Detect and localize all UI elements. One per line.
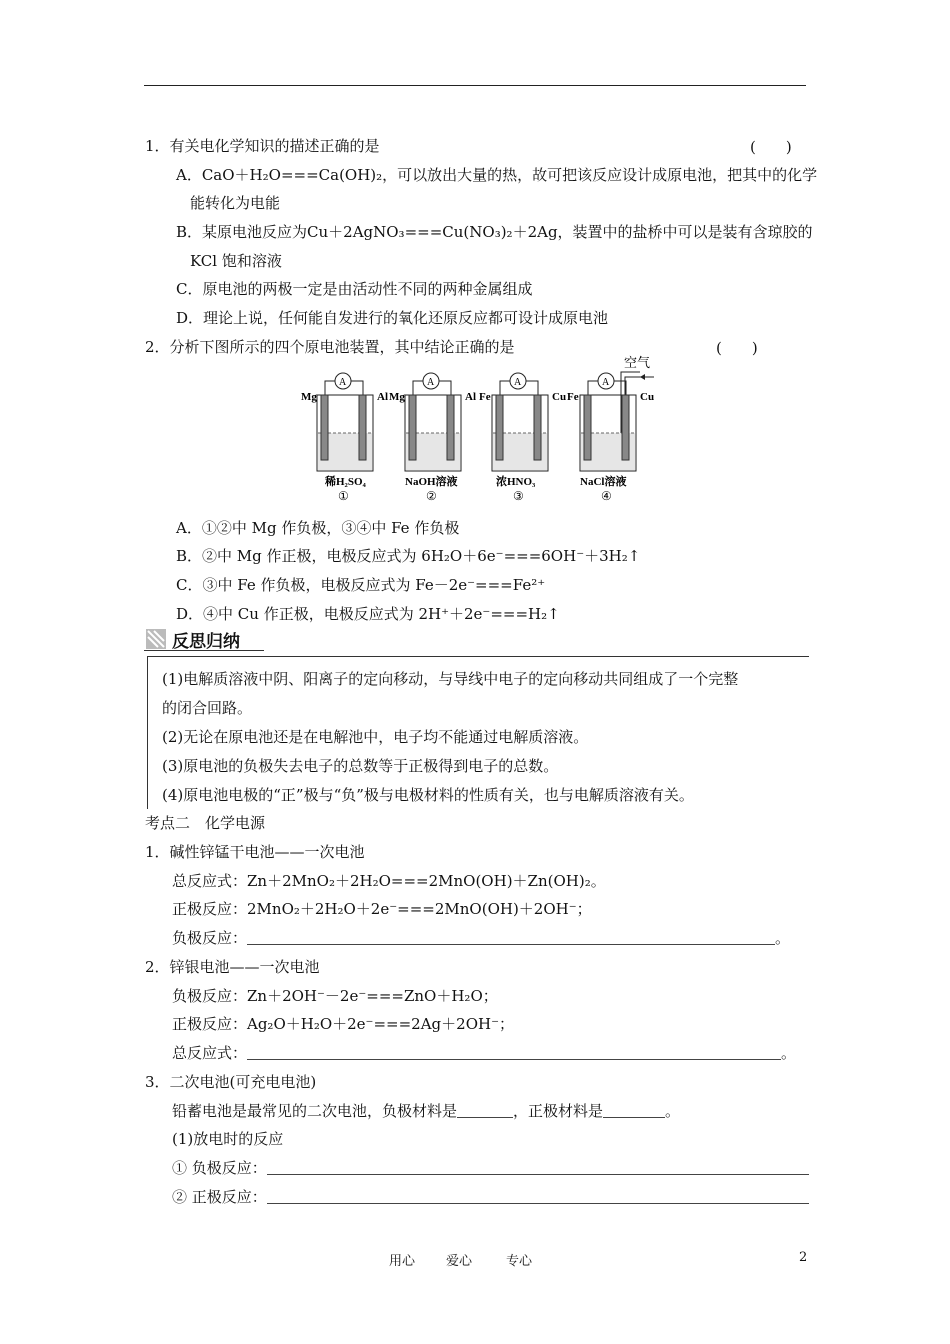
svg-text:A: A: [339, 377, 347, 388]
item-1-title: 1．碱性锌锰干电池——一次电池: [145, 843, 365, 861]
svg-text:①: ①: [338, 489, 349, 503]
reflect-point-1: (1)电解质溶液中阴、阳离子的定向移动，与导线中电子的定向移动共同组成了一个完整: [162, 670, 739, 688]
item-3-positive-label: ② 正极反应：: [172, 1188, 267, 1206]
cell-1: [301, 373, 388, 503]
q2-option-b: B．②中 Mg 作正极，电极反应式为 6H₂O＋6e⁻===6OH⁻＋3H₂↑: [176, 547, 641, 565]
svg-text:Al: Al: [465, 391, 476, 403]
svg-text:Fe: Fe: [567, 391, 579, 403]
svg-text:NaCl溶液: NaCl溶液: [580, 476, 627, 488]
footer-text-3: 专心: [506, 1254, 533, 1269]
svg-text:④: ④: [601, 489, 612, 503]
galvanic-cells-figure: [290, 350, 660, 510]
page-number: 2: [799, 1250, 808, 1265]
item-2-title: 2．锌银电池——一次电池: [145, 958, 320, 976]
item-3-title: 3．二次电池(可充电电池): [145, 1073, 317, 1091]
q1-option-a: A．CaO＋H₂O===Ca(OH)₂，可以放出大量的热，故可把该反应设计成原电池，把其中的化学: [176, 166, 818, 184]
positive-material-blank[interactable]: [603, 1103, 665, 1118]
item-1-period: 。: [775, 929, 791, 947]
item-1-total: 总反应式：Zn＋2MnO₂＋2H₂O===2MnO(OH)＋Zn(OH)₂。: [172, 872, 606, 890]
item-3-discharge: (1)放电时的反应: [172, 1130, 284, 1148]
svg-text:Mg: Mg: [389, 391, 405, 403]
reflect-point-4: (4)原电池电极的“正”极与“负”极与电极材料的性质有关，也与电解质溶液有关。: [162, 786, 694, 804]
item-2-total: [172, 1043, 796, 1063]
item-3-negative-label: ① 负极反应：: [172, 1159, 267, 1177]
svg-text:NaOH溶液: NaOH溶液: [405, 476, 458, 488]
header-rule: [144, 85, 806, 86]
svg-text:A: A: [602, 377, 610, 388]
q2-stem: 2．分析下图所示的四个原电池装置，其中结论正确的是: [145, 338, 515, 356]
air-label: 空气: [624, 355, 651, 370]
item-1-negative: [172, 928, 790, 948]
item-1-negative-label: 负极反应：: [172, 929, 248, 947]
reflect-point-3: (3)原电池的负极失去电子的总数等于正极得到电子的总数。: [162, 757, 559, 775]
svg-text:②: ②: [426, 489, 437, 503]
svg-text:Cu: Cu: [552, 391, 567, 403]
footer-text-2: 爱心: [446, 1254, 473, 1269]
q2-option-a: A．①②中 Mg 作负极，③④中 Fe 作负极: [176, 519, 460, 537]
item-3-negative: [172, 1158, 809, 1178]
q1-option-d: D．理论上说，任何能自发进行的氧化还原反应都可设计成原电池: [176, 309, 609, 327]
svg-text:稀H₂SO₄: 稀H₂SO₄: [325, 476, 366, 488]
reflect-title-underline: [144, 650, 264, 651]
cell-3: [479, 373, 566, 503]
item-3-period: 。: [665, 1102, 681, 1120]
reflect-title: 反思归纳: [172, 632, 240, 652]
item-3-positive: [172, 1187, 809, 1207]
q1-option-a-cont: 能转化为电能: [190, 194, 281, 212]
item-2-total-blank[interactable]: [247, 1045, 781, 1060]
negative-material-blank[interactable]: [457, 1103, 513, 1118]
svg-text:Al: Al: [377, 391, 388, 403]
item-2-negative: 负极反应：Zn＋2OH⁻－2e⁻===ZnO＋H₂O；: [172, 987, 498, 1005]
reflect-heading: [144, 626, 256, 652]
item-2-total-label: 总反应式：: [172, 1044, 248, 1062]
svg-text:A: A: [427, 377, 435, 388]
item-3-lead-text: 铅蓄电池是最常见的二次电池，负极材料是: [172, 1102, 458, 1120]
cell-4: [567, 373, 654, 503]
footer-text-1: 用心: [389, 1254, 416, 1269]
cell-2: [389, 373, 476, 503]
q1-option-b-cont: KCl 饱和溶液: [190, 252, 282, 270]
q2-option-d: D．④中 Cu 作正极，电极反应式为 2H⁺＋2e⁻===H₂↑: [176, 605, 560, 623]
q1-option-b: B．某原电池反应为Cu＋2AgNO₃===Cu(NO₃)₂＋2Ag，装置中的盐桥中可以是装有含琼胶的: [176, 223, 813, 241]
svg-text:浓HNO₃: 浓HNO₃: [496, 476, 536, 488]
svg-text:Mg: Mg: [301, 391, 317, 403]
q1-option-c: C．原电池的两极一定是由活动性不同的两种金属组成: [176, 280, 533, 298]
svg-text:③: ③: [513, 489, 524, 503]
section-heading: 考点二 化学电源: [145, 814, 266, 832]
q1-stem: 1．有关电化学知识的描述正确的是: [145, 137, 380, 155]
diagonal-stripe-icon: [146, 629, 166, 649]
svg-text:Fe: Fe: [479, 391, 491, 403]
item-3-positive-blank[interactable]: [267, 1189, 809, 1204]
q2-option-c: C．③中 Fe 作负极，电极反应式为 Fe－2e⁻===Fe²⁺: [176, 576, 546, 594]
item-3-lead: [172, 1101, 680, 1121]
item-1-negative-blank[interactable]: [247, 930, 775, 945]
item-2-period: 。: [781, 1044, 797, 1062]
q2-answer-paren: ( ): [716, 339, 758, 357]
item-1-positive: 正极反应：2MnO₂＋2H₂O＋2e⁻===2MnO(OH)＋2OH⁻；: [172, 900, 592, 918]
reflect-point-2: (2)无论在原电池还是在电解池中，电子均不能通过电解质溶液。: [162, 728, 589, 746]
item-3-negative-blank[interactable]: [267, 1160, 809, 1175]
reflect-point-1-cont: 的闭合回路。: [162, 699, 253, 717]
q1-answer-paren: ( ): [750, 138, 792, 156]
svg-text:A: A: [514, 377, 522, 388]
item-2-positive: 正极反应：Ag₂O＋H₂O＋2e⁻===2Ag＋2OH⁻；: [172, 1015, 514, 1033]
svg-text:Cu: Cu: [640, 391, 655, 403]
item-3-mid-text: ，正极材料是: [513, 1102, 604, 1120]
